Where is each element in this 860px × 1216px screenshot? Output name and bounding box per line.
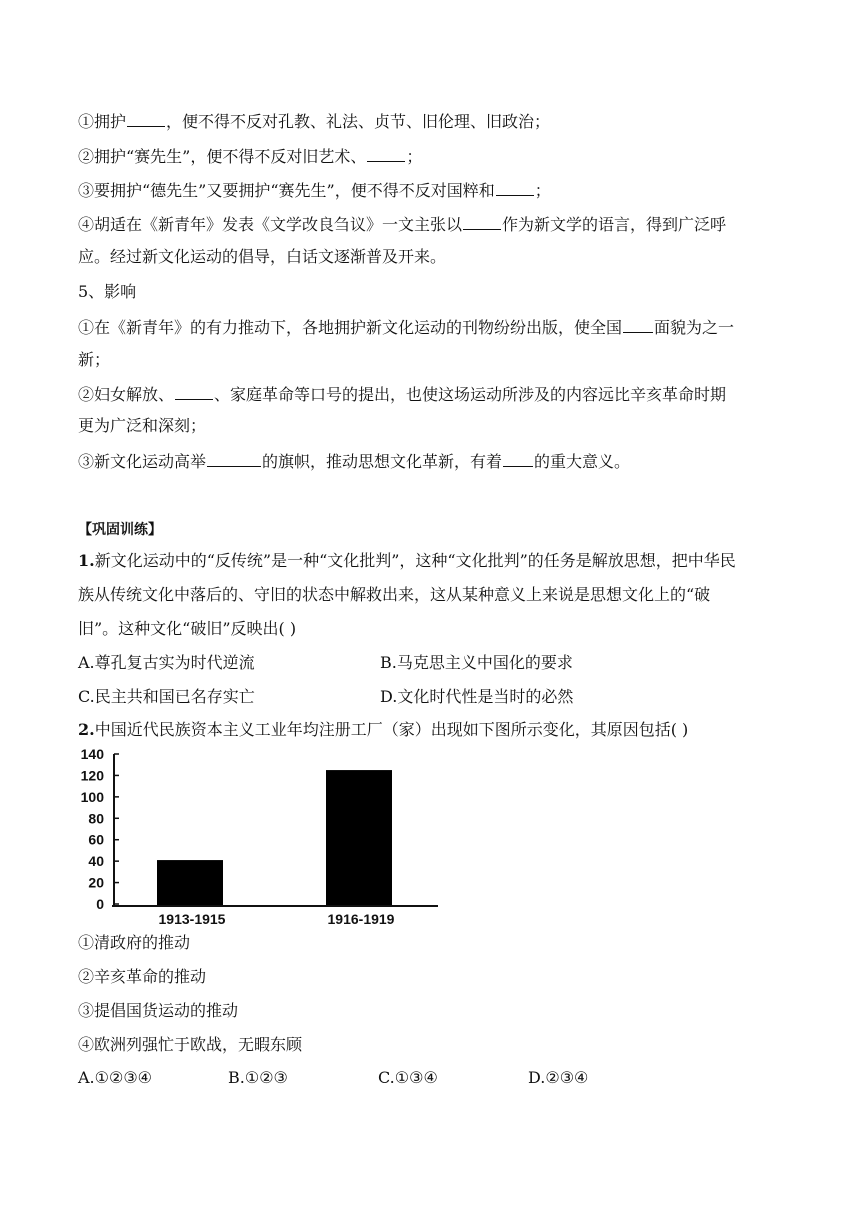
section5-item-1-cont: 新； [78, 350, 111, 369]
y-tick-label: 140 [80, 746, 104, 762]
y-tick-label: 20 [88, 874, 104, 891]
intro-item-3: ③要拥护“德先生”又要拥护“赛先生”，便不得不反对国粹和 ； [78, 181, 551, 200]
answer-blank[interactable] [127, 110, 165, 127]
q2-option-c[interactable]: C.①③④ [378, 1068, 438, 1087]
q1-option-c[interactable]: C.民主共和国已名存实亡 [78, 687, 255, 706]
bar [157, 860, 223, 905]
section5-item-1: ①在《新青年》的有力推动下，各地拥护新文化运动的刊物纷纷出版，使全国 面貌为之一 [78, 318, 735, 337]
q2-line-1: 2.中国近代民族资本主义工业年均注册工厂（家）出现如下图所示变化，其原因包括( ) [78, 720, 689, 739]
q1-line-2: 族从传统文化中落后的、守旧的状态中解救出来，这从某种意义上来说是思想文化上的“破 [78, 585, 711, 604]
q2-item-2: ②辛亥革命的推动 [78, 967, 207, 986]
answer-blank[interactable] [175, 383, 213, 400]
q2-item-4: ④欧洲列强忙于欧战，无暇东顾 [78, 1035, 303, 1054]
y-tick-label: 40 [88, 853, 104, 870]
intro-item-1: ①拥护 ，便不得不反对孔教、礼法、贞节、旧伦理、旧政治； [78, 112, 551, 131]
intro-item-4-cont: 应。经过新文化运动的倡导，白话文逐渐普及开来。 [78, 247, 447, 266]
section-5-title: 5、影响 [78, 282, 137, 301]
answer-blank[interactable] [463, 213, 501, 230]
answer-blank[interactable] [623, 316, 653, 333]
answer-blank[interactable] [367, 145, 405, 162]
q1-option-b[interactable]: B.马克思主义中国化的要求 [380, 653, 573, 672]
y-tick-label: 0 [96, 896, 104, 912]
q1-line-1: 1.新文化运动中的“反传统”是一种“文化批判”，这种“文化批判”的任务是解放思想，把中华民 [78, 551, 736, 570]
x-tick-label: 1913-1915 [158, 911, 226, 926]
bar-chart [78, 744, 448, 926]
q2-option-d[interactable]: D.②③④ [528, 1068, 589, 1087]
x-tick-label: 1916-1919 [327, 911, 395, 926]
q1-option-a[interactable]: A.尊孔复古实为时代逆流 [78, 653, 255, 672]
bar [326, 770, 392, 905]
q2-item-3: ③提倡国货运动的推动 [78, 1001, 239, 1020]
y-tick-label: 100 [80, 788, 104, 805]
q2-item-1: ①清政府的推动 [78, 933, 191, 952]
practice-heading: 【巩固训练】 [78, 522, 162, 538]
answer-blank[interactable] [503, 450, 533, 467]
answer-blank[interactable] [207, 450, 261, 467]
y-tick-label: 80 [88, 810, 104, 827]
section5-item-2: ②妇女解放、 、家庭革命等口号的提出，也使这场运动所涉及的内容远比辛亥革命时期 [78, 385, 727, 404]
y-tick-label: 120 [80, 767, 104, 784]
q1-line-3: 旧”。这种文化“破旧”反映出( ) [78, 619, 297, 638]
q1-number: 1. [78, 551, 95, 570]
intro-item-4: ④胡适在《新青年》发表《文学改良刍议》一文主张以 作为新文学的语言，得到广泛呼 [78, 215, 727, 234]
q2-number: 2. [78, 720, 95, 739]
section5-item-3: ③新文化运动高举 的旗帜，推动思想文化革新，有着 的重大意义。 [78, 452, 631, 471]
q2-option-a[interactable]: A.①②③④ [78, 1068, 153, 1087]
section5-item-2-cont: 更为广泛和深刻； [78, 416, 207, 435]
q1-option-d[interactable]: D.文化时代性是当时的必然 [380, 687, 574, 706]
q2-option-b[interactable]: B.①②③ [228, 1068, 288, 1087]
answer-blank[interactable] [496, 179, 534, 196]
y-tick-label: 60 [88, 831, 104, 848]
intro-item-2: ②拥护“赛先生”，便不得不反对旧艺术、 ； [78, 147, 423, 166]
